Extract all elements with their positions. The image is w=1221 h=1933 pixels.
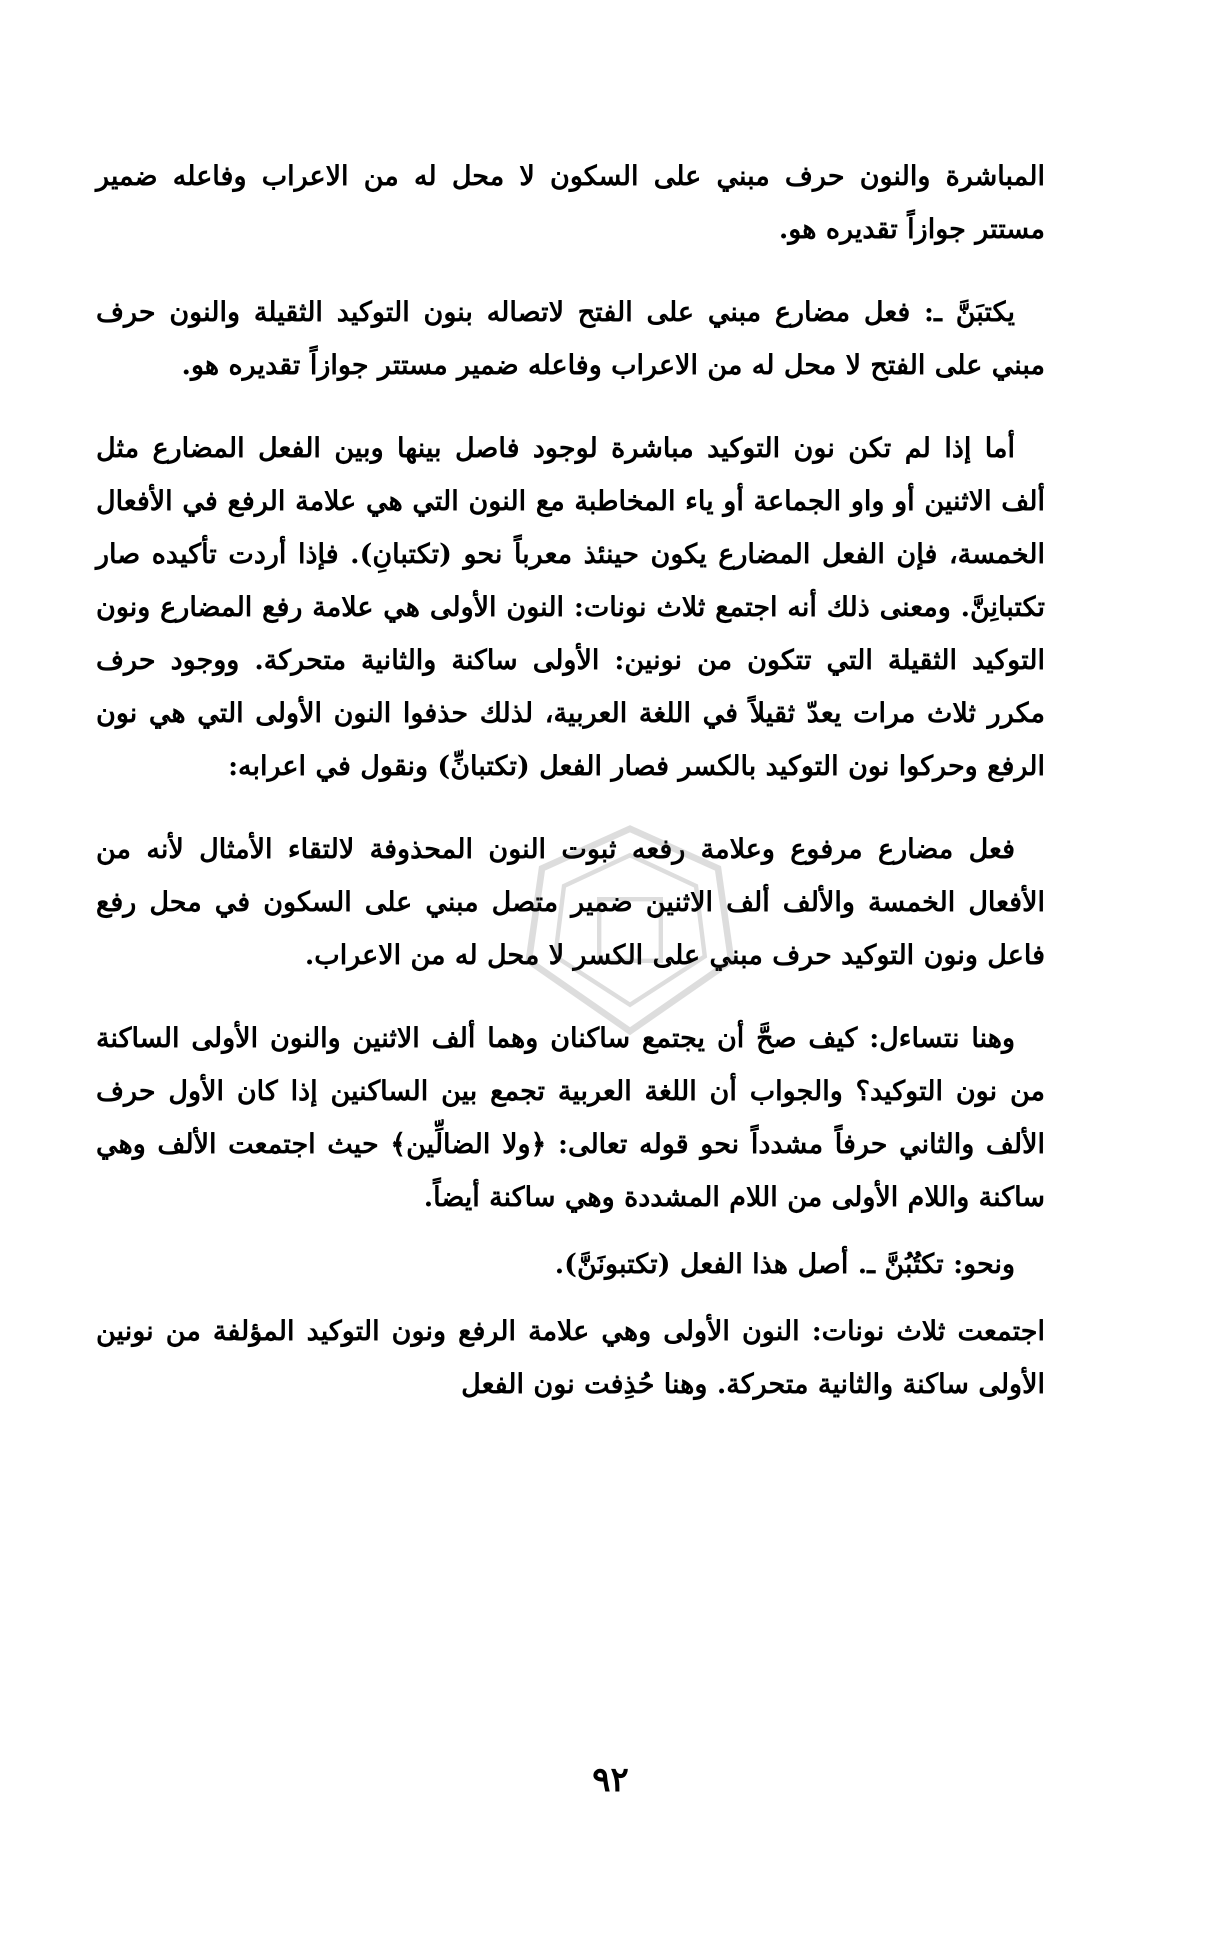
paragraph-3: أما إذا لم تكن نون التوكيد مباشرة لوجود فاصل بينها وبين الفعل المضارع مثل ألف الاثنين أو واو الجماعة أو ياء المخاطبة مع النون التي هي علامة الرفع في الأفعال الخمسة، فإن الفعل المضارع يكون حينئذ معرباً نحو (تكتبانِ). فإذا أردت تأكيده صار تكتبانِنَّ. ومعنى ذلك أنه اجتمع ثلاث نونات: النون الأولى هي علامة رفع المضارع ونون التوكيد الثقيلة التي تتكون من نونين: الأولى ساكنة والثانية متحركة. ووجود حرف مكرر ثلاث مرات يعدّ ثقيلاً في اللغة العربية، لذلك حذفوا النون الأولى التي هي نون الرفع وحركوا نون التوكيد بالكسر فصار الفعل (تكتبانِّ) ونقول في اعرابه:	[96, 433, 1045, 782]
paragraph-1: المباشرة والنون حرف مبني على السكون لا محل له من الاعراب وفاعله ضمير مستتر جوازاً تقديره هو.	[96, 161, 1045, 245]
body-text	[96, 150, 1045, 1411]
paragraph-2: يكتبَنَّ ـ: فعل مضارع مبني على الفتح لاتصاله بنون التوكيد الثقيلة والنون حرف مبني على الفتح لا محل له من الاعراب وفاعله ضمير مستتر جوازاً تقديره هو.	[96, 297, 1045, 381]
paragraph-7: اجتمعت ثلاث نونات: النون الأولى وهي علامة الرفع ونون التوكيد المؤلفة من نونين الأولى ساكنة والثانية متحركة. وهنا حُذِفت نون الفعل	[96, 1316, 1045, 1400]
paragraph-4: فعل مضارع مرفوع وعلامة رفعه ثبوت النون المحذوفة لالتقاء الأمثال لأنه من الأفعال الخمسة والألف ألف الاثنين ضمير متصل مبني على السكون في محل رفع فاعل ونون التوكيد حرف مبني على الكسر لا محل له من الاعراب.	[96, 834, 1045, 971]
paragraph-6: ونحو: تكتُبُنَّ ـ. أصل هذا الفعل (تكتبونَنَّ).	[554, 1249, 1015, 1280]
page-number: ٩٢	[592, 1760, 629, 1800]
paragraph-5: وهنا نتساءل: كيف صحَّ أن يجتمع ساكنان وهما ألف الاثنين والنون الأولى الساكنة من نون التوكيد؟ والجواب أن اللغة العربية تجمع بين الساكنين إذا كان الأول حرف الألف والثاني حرفاً مشدداً نحو قوله تعالى: ﴿ولا الضالِّين﴾ حيث اجتمعت الألف وهي ساكنة واللام الأولى من اللام المشددة وهي ساكنة أيضاً.	[96, 1023, 1045, 1213]
